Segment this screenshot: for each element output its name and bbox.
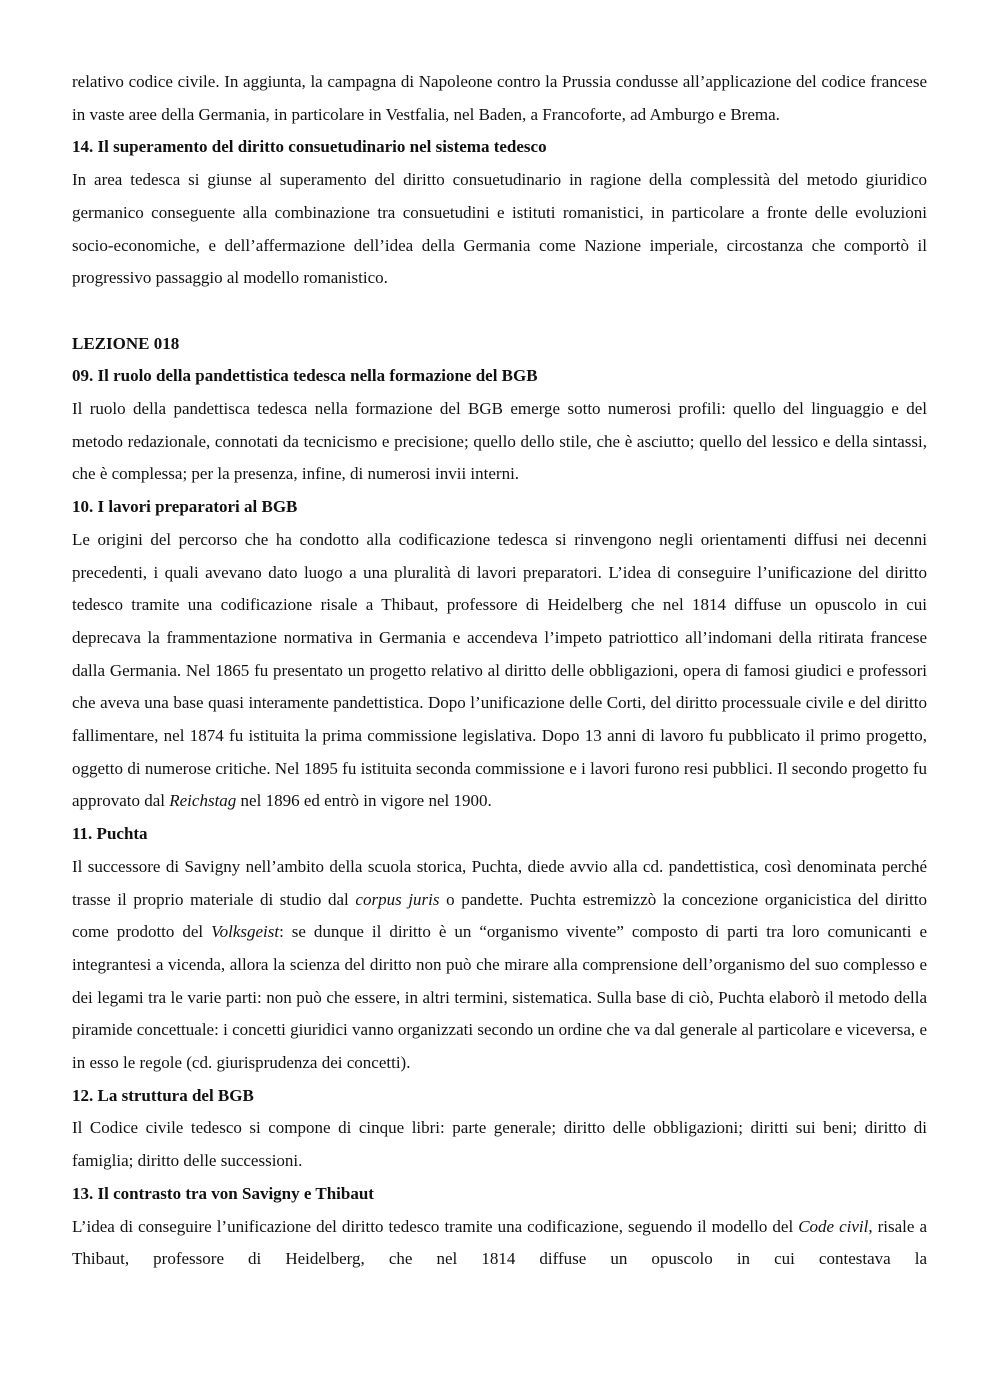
paragraph-14: In area tedesca si giunse al superamento del diritto consuetudinario in ragione della complessità del metodo giuridico germanico conseguente alla combinazione tra consuetudini e istituti romanistici, in particolare a fronte delle evoluzioni socio-economiche, e dell’affermazione dell’idea della Germania come Nazione imperiale, circostanza che comportò il progressivo passaggio al modello romanistico. (72, 170, 927, 288)
lesson-title: LEZIONE 018 (72, 333, 180, 353)
italic-term: Volksgeist (211, 922, 280, 942)
italic-term: corpus juris (355, 889, 440, 909)
heading-09: 09. Il ruolo della pandettistica tedesca nella formazione del BGB (72, 366, 538, 386)
heading-13: 13. Il contrasto tra von Savigny e Thibaut (72, 1183, 374, 1203)
paragraph-intro: relativo codice civile. In aggiunta, la campagna di Napoleone contro la Prussia condusse all’applicazione del codice francese in vaste aree della Germania, in particolare in Vestfalia, nel Baden, a Francoforte, ad Amburgo e Brema. (72, 72, 927, 124)
heading-10: 10. I lavori preparatori al BGB (72, 497, 298, 517)
heading-11: 11. Puchta (72, 824, 148, 844)
paragraph-10: Le origini del percorso che ha condotto alla codificazione tedesca si rinvengono negli orientamenti diffusi nei decenni precedenti, i quali avevano dato luogo a una pluralità di lavori preparatori. L’idea di conseguire l’unificazione del diritto tedesco tramite una codificazione risale a Thibaut, professore di Heidelberg che nel 1814 diffuse un opuscolo in cui deprecava la frammentazione normativa in Germania e accendeva l’impeto patriottico all’indomani della ritirata francese dalla Germania. Nel 1865 fu presentato un progetto relativo al diritto delle obbligazioni, opera di famosi giudici e professori che aveva una base quasi interamente pandettistica. Dopo l’unificazione delle Corti, del diritto processuale civile e del diritto fallimentare, nel 1874 fu istituita la prima commissione legislativa. Dopo 13 anni di lavoro fu pubblicato il primo progetto, oggetto di numerose critiche. Nel 1895 fu istituita seconda commissione e i lavori furono resi pubblici. Il secondo progetto fu approvato dal Reichstag nel 1896 ed entrò in vigore nel 1900. (72, 529, 927, 811)
italic-term: Code civil (798, 1216, 869, 1236)
section-spacer (72, 295, 927, 328)
heading-12: 12. La struttura del BGB (72, 1085, 254, 1105)
document-page (72, 66, 927, 1276)
paragraph-13: L’idea di conseguire l’unificazione del diritto tedesco tramite una codificazione, seguendo il modello del Code civil, risale a Thibaut, professore di Heidelberg, che nel 1814 diffuse un opuscolo in cui contestava la (72, 1216, 927, 1269)
heading-14: 14. Il superamento del diritto consuetudinario nel sistema tedesco (72, 137, 547, 157)
italic-term: Reichstag (169, 791, 237, 811)
paragraph-12: Il Codice civile tedesco si compone di cinque libri: parte generale; diritto delle obbligazioni; diritti sui beni; diritto di famiglia; diritto delle successioni. (72, 1118, 927, 1171)
paragraph-11: Il successore di Savigny nell’ambito della scuola storica, Puchta, diede avvio alla cd. pandettistica, così denominata perché trasse il proprio materiale di studio dal corpus juris o pandette. Puchta estremizzò la concezione organicistica del diritto come prodotto del Volksgeist: se dunque il diritto è un “organismo vivente” composto di parti tra loro comunicanti e integrantesi a vicenda, allora la scienza del diritto non può che mirare alla comprensione dell’organismo del suo complesso e dei legami tra le varie parti: non può che essere, in altri termini, sistematica. Sulla base di ciò, Puchta elaborò il metodo della piramide concettuale: i concetti giuridici vanno organizzati secondo un ordine che va dal generale al particolare e viceversa, e in esso le regole (cd. giurisprudenza dei concetti). (72, 856, 927, 1073)
paragraph-09: Il ruolo della pandettisca tedesca nella formazione del BGB emerge sotto numerosi profili: quello del linguaggio e del metodo redazionale, connotati da tecnicismo e precisione; quello dello stile, che è asciutto; quello del lessico e della sintassi, che è complessa; per la presenza, infine, di numerosi invii interni. (72, 399, 927, 484)
